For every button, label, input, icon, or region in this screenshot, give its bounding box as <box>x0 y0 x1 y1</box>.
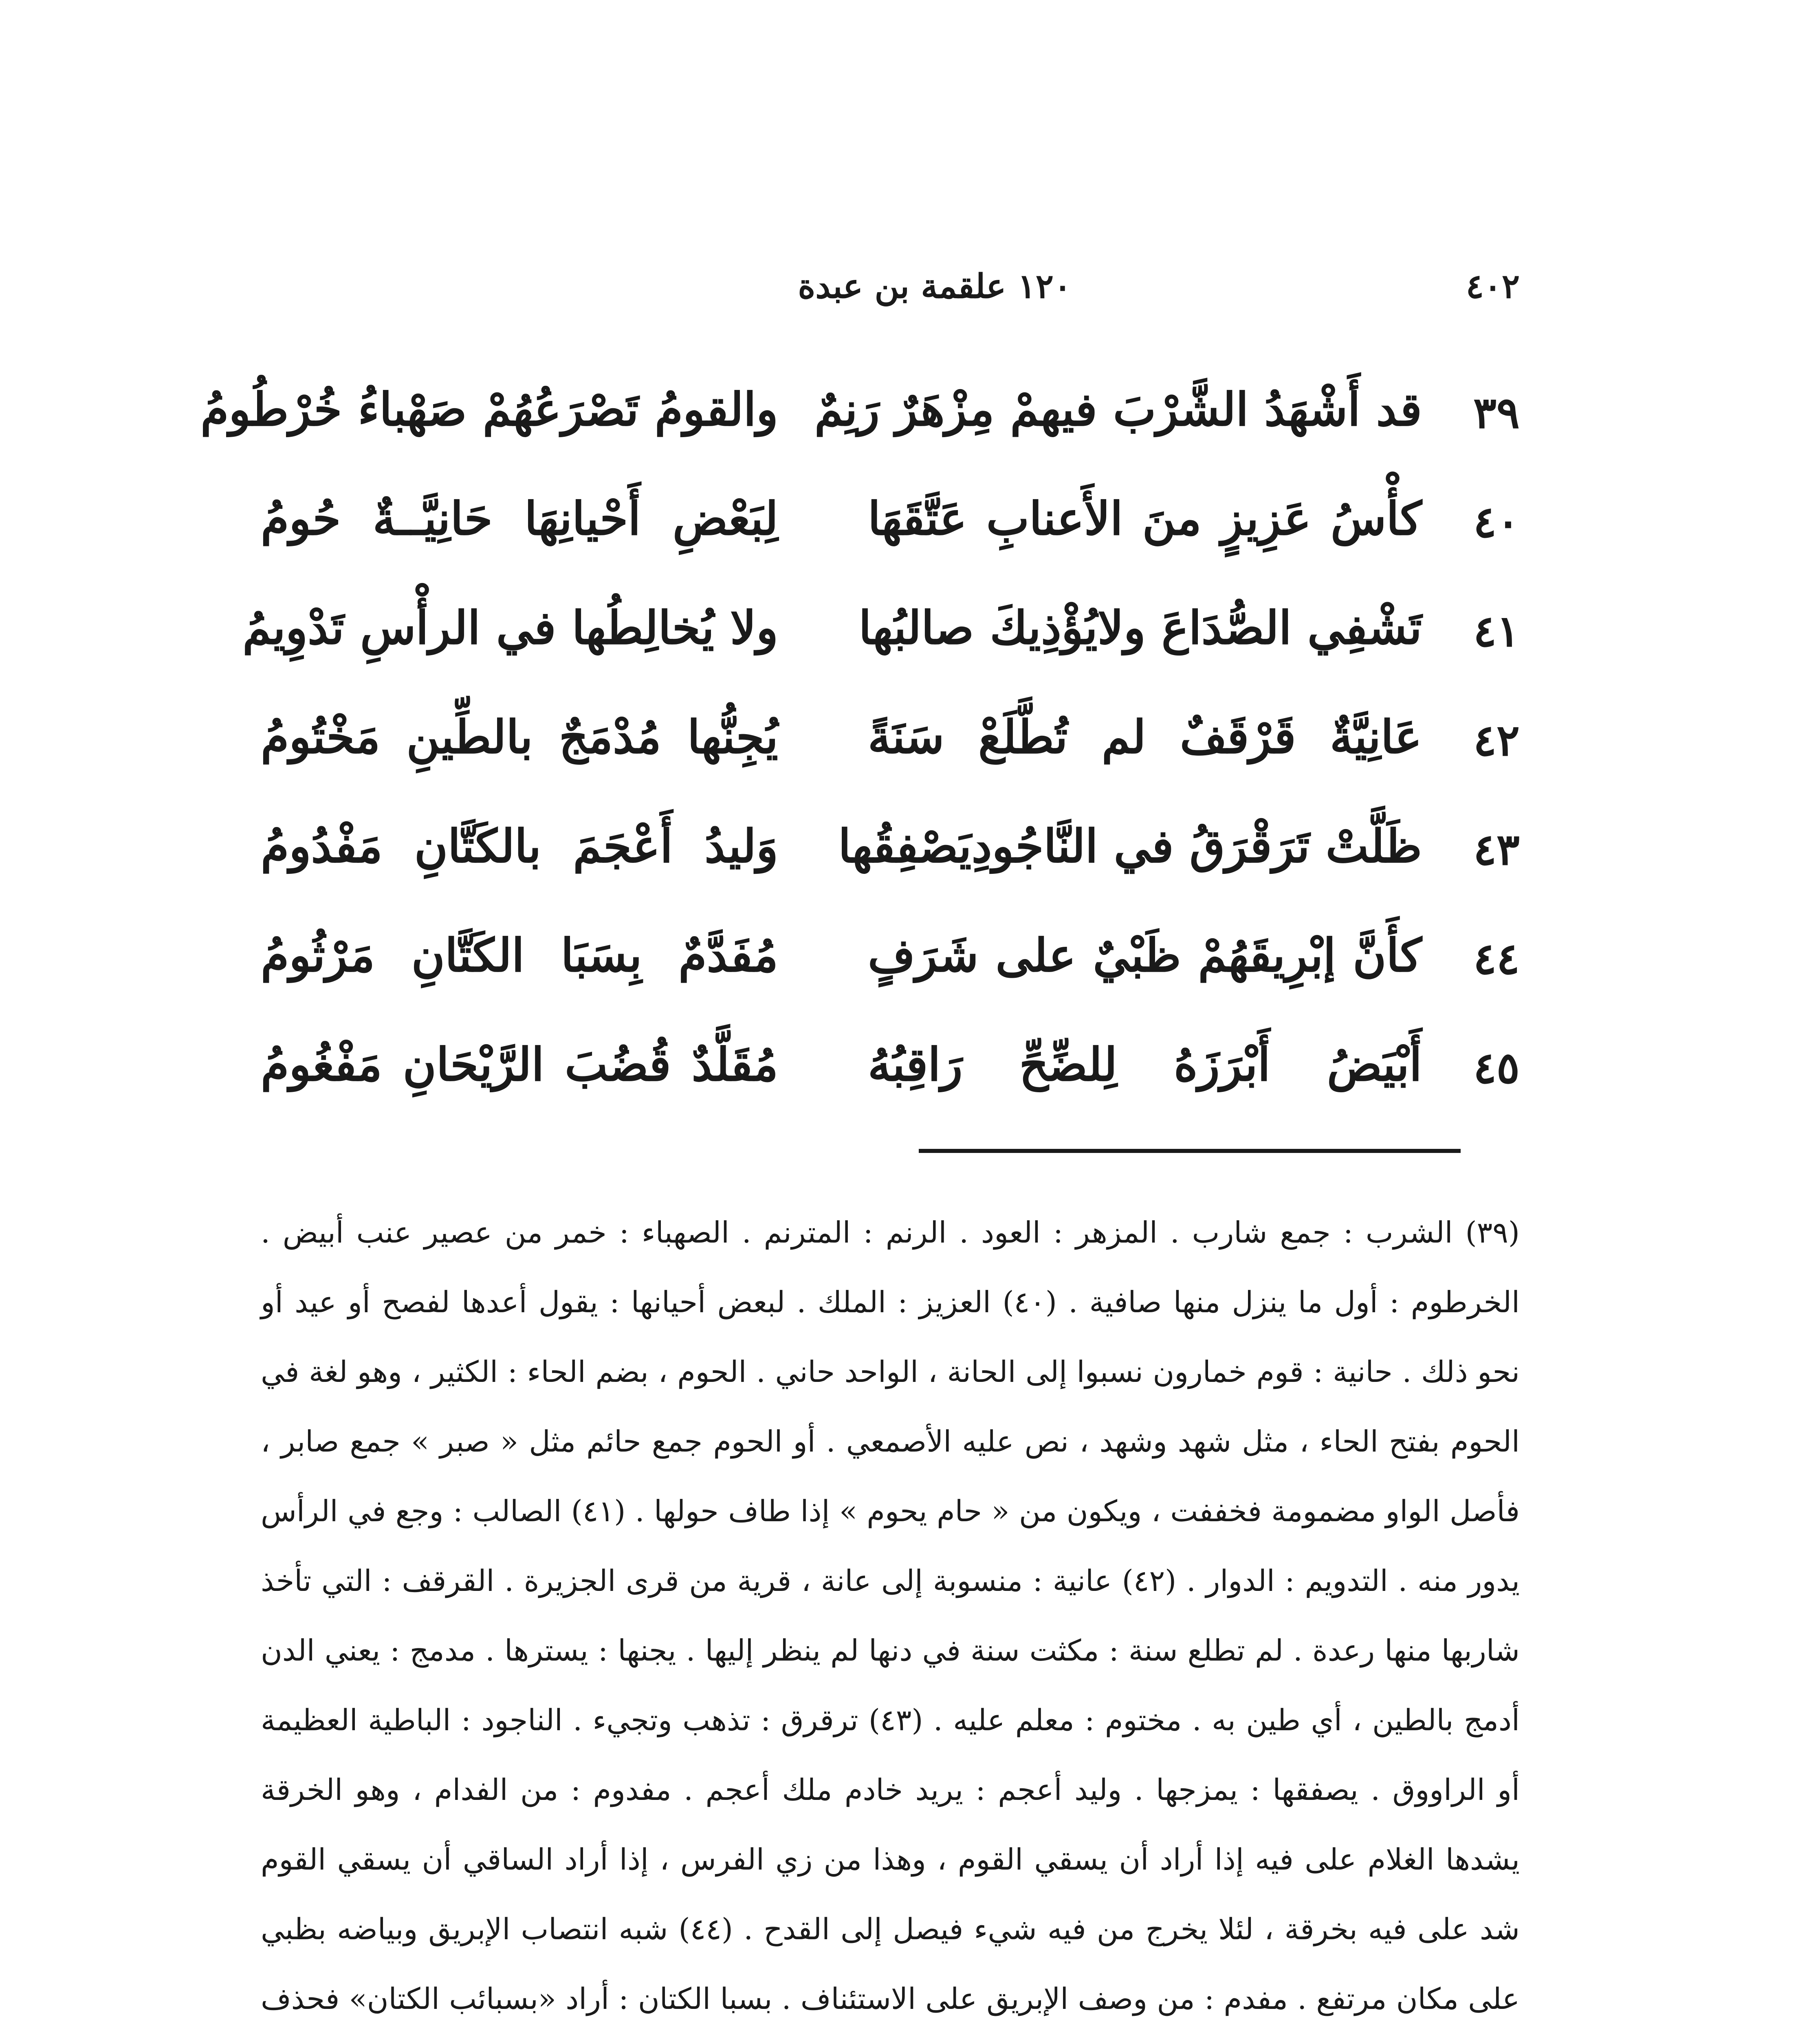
first-hemistich: ظَلَّتْ تَرَقْرَقُ في النَّاجُودِيَصْفِقُها <box>838 820 1422 873</box>
verse-number: ٤٠ <box>1473 496 1520 547</box>
verse-number: ٤٥ <box>1473 1042 1520 1093</box>
verse-number: ٤١ <box>1473 605 1520 656</box>
verse-number: ٣٩ <box>1473 387 1520 438</box>
first-hemistich: أَبْيَضُ أَبْرَزَهُ لِلضِّحِّ رَاقِبُهُ <box>868 1038 1422 1091</box>
first-hemistich: قد أَشْهَدُ الشَّرْبَ فيهمْ مِزْهَرٌ رَنِمٌ <box>814 383 1422 436</box>
verse-41 <box>242 585 1520 694</box>
second-hemistich: والقومُ تَصْرَعُهُمْ صَهْباءُ خُرْطُومُ <box>200 383 778 436</box>
second-hemistich: لِبَعْضِ أَحْيانِهَا حَانِيَّــةٌ حُومُ <box>261 492 778 546</box>
page-number: ٤٠٢ <box>1466 267 1520 306</box>
first-hemistich: تَشْفِي الصُّدَاعَ ولايُؤْذِيكَ صالبُها <box>858 601 1422 655</box>
verse-number: ٤٣ <box>1473 824 1520 875</box>
second-hemistich: وَليدُ أَعْجَمَ بالكَتَّانِ مَفْدُومُ <box>261 820 778 873</box>
poem <box>200 367 1520 1131</box>
verse-44 <box>261 913 1520 1022</box>
verse-45 <box>261 1022 1520 1131</box>
first-hemistich: كأْسُ عَزِيزٍ منَ الأَعنابِ عَتَّقَهَا <box>868 492 1422 546</box>
verse-42 <box>261 694 1520 803</box>
footnote-separator-rule <box>919 1149 1461 1153</box>
first-hemistich: عَانِيَّةٌ قَرْقَفٌ لم تُطَّلَعْ سَنَةً <box>868 711 1422 764</box>
second-hemistich: ولا يُخالِطُها في الرأْسِ تَدْوِيمُ <box>242 601 778 655</box>
verse-40 <box>261 476 1520 585</box>
first-hemistich: كأَنَّ إبْرِيقَهُمْ ظَبْيٌ على شَرَفٍ <box>868 929 1422 982</box>
footnotes-text: (٣٩) الشرب : جمع شارب . المزهر : العود . الرنم : المترنم . الصهباء : خمر من عصير عنب أبيض . الخرطوم : أول ما ينزل منها صافية . (٤٠) العزيز : الملك . لبعض أحيانها : يقول أعدها لفصح أو عيد أو نحو ذلك . حانية : قوم خمارون نسبوا إلى الحانة ، الواحد حاني . الحوم ، بضم الحاء : الكثير ، وهو لغة في الحوم بفتح الحاء ، مثل شهد وشهد ، نص عليه الأصمعي . أو الحوم جمع حائم مثل « صبر » جمع صابر ، فأصل الواو مضمومة فخففت ، ويكون من « حام يحوم » إذا طاف حولها . (٤١) الصالب : وجع في الرأس يدور منه . التدويم : الدوار . (٤٢) عانية : منسوبة إلى عانة ، قرية من قرى الجزيرة . القرقف : التي تأخذ شاربها منها رعدة . لم تطلع سنة : مكثت سنة في دنها لم ينظر إليها . يجنها : يسترها . مدمج : يعني الدن أدمج بالطين ، أي طين به . مختوم : معلم عليه . (٤٣) ترقرق : تذهب وتجيء . الناجود : الباطية العظيمة أو الراووق . يصفقها : يمزجها . وليد أعجم : يريد خادم ملك أعجم . مفدوم : من الفدام ، وهو الخرقة يشدها الغلام على فيه إذا أراد أن يسقي القوم ، وهذا من زي الفرس ، إذا أراد الساقي أن يسقي القوم شد على فيه بخرقة ، لئلا يخرج من فيه شيء فيصل إلى القدح . (٤٤) شبه انتصاب الإبريق وبياضه بظبي على مكان مرتفع . مفدم : من وصف الإبريق على الاستئناف . بسبا الكتان : أراد «بسبائب الكتان» فحذف <box>261 1215 1520 2016</box>
running-title: ١٢٠ علقمة بن عبدة <box>798 267 1072 306</box>
verse-number: ٤٤ <box>1473 933 1520 984</box>
verse-43 <box>261 803 1520 913</box>
footnotes <box>261 1198 1520 2037</box>
second-hemistich: مُفَدَّمٌ بِسَبَا الكَتَّانِ مَرْثُومُ <box>261 929 778 982</box>
running-header <box>261 267 1520 320</box>
verse-39 <box>200 367 1520 476</box>
second-hemistich: مُقَلَّدٌ قُضُبَ الرَّيْحَانِ مَفْغُومُ <box>261 1038 778 1091</box>
verse-number: ٤٢ <box>1473 715 1520 766</box>
second-hemistich: يُجِنُّها مُدْمَجٌ بالطِّينِ مَخْتُومُ <box>261 711 778 764</box>
